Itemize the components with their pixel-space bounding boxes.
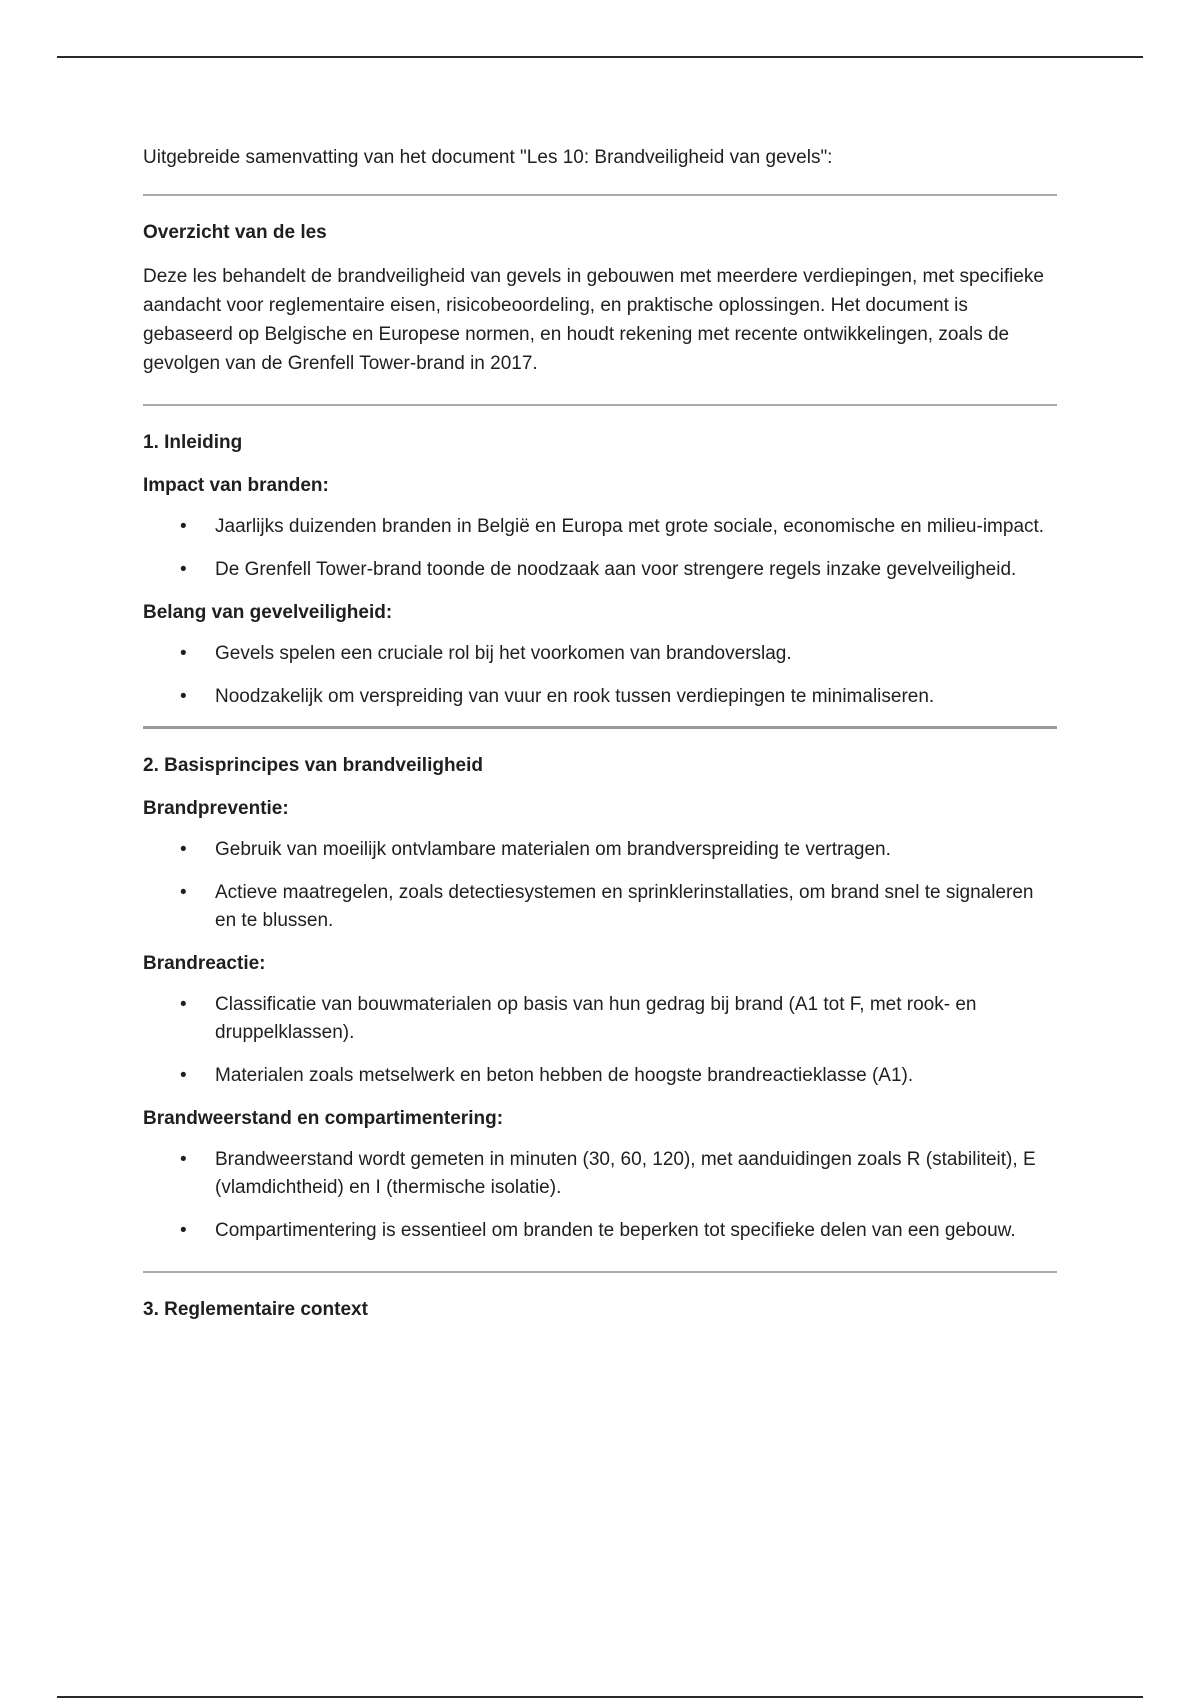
subheading: Brandpreventie: (143, 798, 289, 819)
list-item: • Classificatie van bouwmaterialen op basis van hun gedrag bij brand (A1 tot F, met rook- en druppelklassen). (143, 991, 1057, 1047)
list-item: • Jaarlijks duizenden branden in België en Europa met grote sociale, economische en milieu-impact. (143, 513, 1057, 541)
overview-section (143, 219, 1057, 378)
list-item: • Materialen zoals metselwerk en beton hebben de hoogste brandreactieklasse (A1). (143, 1062, 1057, 1090)
bullet-icon: • (180, 882, 187, 903)
section-reglementaire-context (143, 1296, 1057, 1324)
section-divider (143, 726, 1057, 729)
page-bottom-rule (57, 1696, 1143, 1698)
bullet-icon: • (180, 994, 187, 1015)
bullet-icon: • (180, 516, 187, 537)
section-heading: 3. Reglementaire context (143, 1299, 368, 1320)
bullet-icon: • (180, 1065, 187, 1086)
overview-heading: Overzicht van de les (143, 222, 327, 243)
overview-text: Deze les behandelt de brandveiligheid van gevels in gebouwen met meerdere verdiepingen, met specifieke aandacht voor reglementaire eisen, risicobeoordeling, en praktische oplossingen. Het document is gebaseerd op Belgische en Europese normen, en houdt rekening met recente ontwikkelingen, zoals de gevolgen van de Grenfell Tower-brand in 2017. (143, 266, 1044, 374)
list-item: • Gevels spelen een cruciale rol bij het voorkomen van brandoverslag. (143, 640, 1057, 668)
bullet-list (143, 991, 1057, 1090)
bullet-list (143, 836, 1057, 935)
bullet-icon: • (180, 559, 187, 580)
subheading: Brandweerstand en compartimentering: (143, 1108, 504, 1129)
subheading: Belang van gevelveiligheid: (143, 602, 393, 623)
section-heading: 1. Inleiding (143, 432, 243, 453)
list-item: • Gebruik van moeilijk ontvlambare materialen om brandverspreiding te vertragen. (143, 836, 1057, 864)
section-divider (143, 1271, 1057, 1273)
list-item: • De Grenfell Tower-brand toonde de noodzaak aan voor strengere regels inzake gevelveiligheid. (143, 556, 1057, 584)
list-item: • Compartimentering is essentieel om branden te beperken tot specifieke delen van een gebouw. (143, 1217, 1057, 1245)
section-divider (143, 194, 1057, 196)
list-item: • Noodzakelijk om verspreiding van vuur en rook tussen verdiepingen te minimaliseren. (143, 683, 1057, 711)
section-basisprincipes (143, 752, 1057, 1245)
bullet-list (143, 640, 1057, 711)
list-item: • Brandweerstand wordt gemeten in minuten (30, 60, 120), met aanduidingen zoals R (stabiliteit), E (vlamdichtheid) en I (thermische isolatie). (143, 1146, 1057, 1202)
bullet-icon: • (180, 839, 187, 860)
subheading: Brandreactie: (143, 953, 266, 974)
bullet-icon: • (180, 643, 187, 664)
subheading: Impact van branden: (143, 475, 329, 496)
list-item: • Actieve maatregelen, zoals detectiesystemen en sprinklerinstallaties, om brand snel te signaleren en te blussen. (143, 879, 1057, 935)
bullet-icon: • (180, 1149, 187, 1170)
page-top-rule (57, 56, 1143, 58)
section-heading: 2. Basisprincipes van brandveiligheid (143, 755, 484, 776)
bullet-list (143, 513, 1057, 584)
bullet-icon: • (180, 686, 187, 707)
section-divider (143, 404, 1057, 406)
intro-text: Uitgebreide samenvatting van het document "Les 10: Brandveiligheid van gevels": (143, 147, 833, 168)
bullet-list (143, 1146, 1057, 1245)
section-inleiding (143, 429, 1057, 711)
bullet-icon: • (180, 1220, 187, 1241)
document-body (143, 144, 1057, 1339)
